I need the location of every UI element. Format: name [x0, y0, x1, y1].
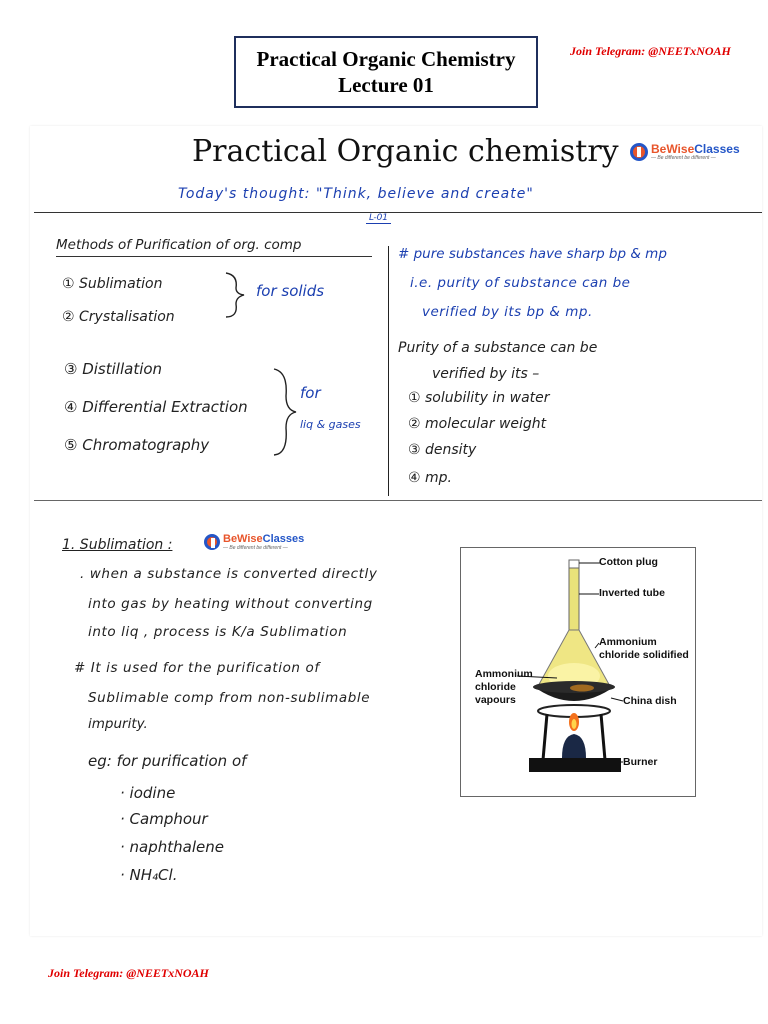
logo-tagline: — Be different be different —: [651, 155, 716, 161]
pure-note-line3: verified by its bp & mp.: [422, 304, 593, 320]
purity-item-2: ② molecular weight: [408, 416, 547, 432]
burner-shape: [562, 734, 586, 758]
label-inverted-tube: Inverted tube: [599, 587, 665, 599]
sublimation-line-6: impurity.: [88, 716, 148, 732]
method-5: ⑤ Chromatography: [64, 436, 210, 454]
label-ammonium-vapours-3: vapours: [475, 694, 516, 706]
bewise-logo: [630, 143, 740, 161]
sublimation-apparatus-diagram: [460, 547, 696, 797]
example-item-4: · NH₄Cl.: [120, 866, 178, 884]
tripod-leg-right: [601, 714, 605, 760]
section-divider: [34, 500, 762, 501]
label-ammonium-solidified-1: Ammonium: [599, 636, 657, 648]
notes-main-title: Practical Organic chemistry: [192, 134, 619, 169]
sublimation-line-2: into gas by heating without converting: [88, 596, 373, 612]
bewise-logo-small-icon: [204, 534, 220, 550]
method-1: ① Sublimation: [62, 276, 163, 292]
logo-small-tagline: — Be different be different —: [223, 545, 288, 551]
example-item-1: · iodine: [120, 784, 176, 802]
label-ammonium-vapours-2: chloride: [475, 681, 516, 693]
logo-small-brand-a: BeWise: [223, 533, 263, 545]
header-divider: [34, 212, 762, 213]
burner-base: [529, 758, 621, 772]
todays-thought: Today's thought: "Think, believe and create": [178, 186, 534, 202]
sublimation-line-5: Sublimable comp from non-sublimable: [88, 690, 371, 706]
purity-item-3: ③ density: [408, 442, 477, 458]
telegram-link-top[interactable]: Join Telegram: @NEETxNOAH: [570, 44, 731, 58]
logo-small-brand-b: Classes: [262, 533, 305, 545]
for-solids-note: for solids: [256, 282, 325, 300]
method-4: ④ Differential Extraction: [64, 398, 248, 416]
pure-note-line1: # pure substances have sharp bp & mp: [398, 246, 667, 262]
logo-brand-b: Classes: [694, 142, 740, 156]
lecture-title: Practical Organic Chemistry: [256, 47, 516, 71]
purity-item-1: ① solubility in water: [408, 390, 550, 406]
logo-brand-a: BeWise: [651, 142, 695, 156]
inverted-tube-shape: [569, 562, 579, 630]
purity-line1: Purity of a substance can be: [398, 340, 598, 356]
methods-heading: Methods of Purification of org. comp: [56, 237, 302, 253]
sublimation-line-3: into liq , process is K/a Sublimation: [88, 624, 348, 640]
liquids-brace: [270, 366, 300, 458]
dish-content: [570, 685, 594, 692]
purity-line2: verified by its –: [432, 366, 540, 382]
purity-item-4: ④ mp.: [408, 470, 452, 486]
example-item-2: · Camphour: [120, 810, 208, 828]
method-3: ③ Distillation: [64, 360, 163, 378]
label-cotton-plug: Cotton plug: [599, 556, 658, 568]
label-china-dish: China dish: [623, 695, 677, 707]
label-ammonium-vapours-1: Ammonium: [475, 668, 533, 680]
solids-brace: [222, 270, 250, 320]
example-heading: eg: for purification of: [88, 752, 247, 770]
lecture-tag: L-01: [366, 213, 391, 224]
pure-note-line2: i.e. purity of substance can be: [410, 275, 631, 291]
label-burner: Burner: [623, 756, 658, 768]
bewise-logo-small: [204, 533, 304, 551]
example-item-3: · naphthalene: [120, 838, 224, 856]
sublimation-line-1: . when a substance is converted directly: [80, 566, 378, 582]
telegram-link-bottom[interactable]: Join Telegram: @NEETxNOAH: [48, 966, 209, 980]
sublimation-line-4: # It is used for the purification of: [74, 660, 320, 676]
column-divider: [388, 246, 389, 496]
methods-underline: [56, 256, 372, 257]
method-2: ② Crystalisation: [62, 309, 175, 325]
for-liquids-note-2: liq & gases: [300, 418, 361, 431]
sublimation-heading: 1. Sublimation :: [62, 537, 173, 553]
tripod-leg-left: [543, 714, 547, 760]
label-ammonium-solidified-2: chloride solidified: [599, 649, 689, 661]
flame-core: [572, 719, 577, 729]
bewise-logo-icon: [630, 143, 648, 161]
lecture-number: Lecture 01: [338, 73, 434, 97]
for-liquids-note-1: for: [300, 384, 321, 402]
lecture-title-box: [234, 36, 538, 108]
cotton-plug-shape: [569, 560, 579, 568]
